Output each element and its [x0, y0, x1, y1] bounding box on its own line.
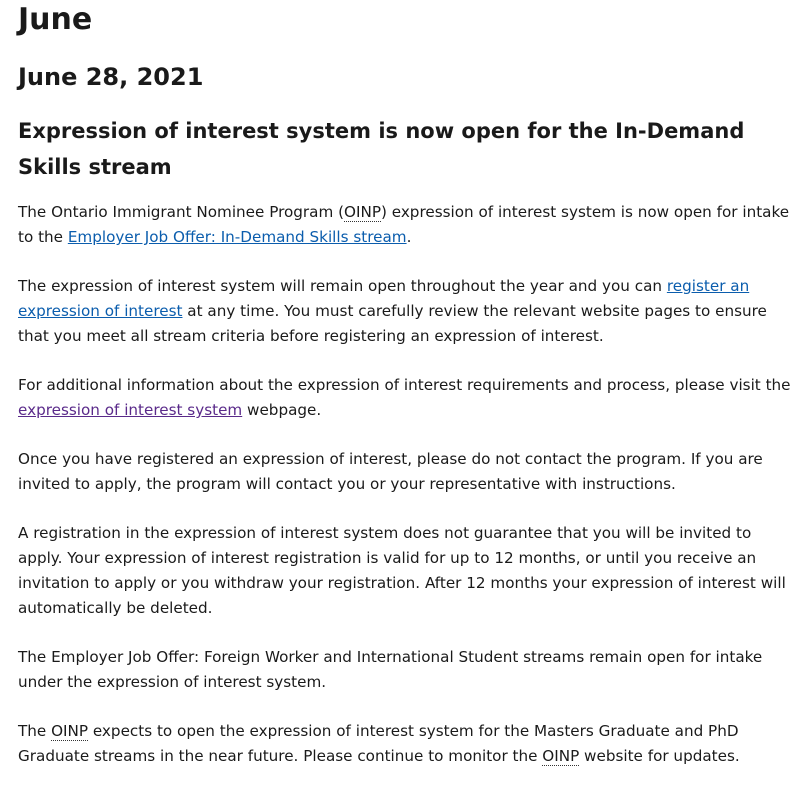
expression-of-interest-system-link[interactable]: expression of interest system: [18, 401, 243, 419]
paragraph-registration-validity: A registration in the expression of interest system does not guarantee that you will be invited to apply. Your expression of interest registration is valid for up to 12 months, or until you receive an invitation to apply or you withdraw your registration. After 12 months your expression of interest will automatically be deleted.: [18, 524, 786, 617]
paragraph-streams-open: The Employer Job Offer: Foreign Worker and International Student streams remain open for intake under the expression of interest system.: [18, 648, 763, 691]
oinp-abbreviation: OINP: [51, 722, 89, 740]
article-body: [18, 200, 793, 793]
date-heading: June 28, 2021: [18, 63, 204, 91]
text: .: [406, 228, 412, 246]
text: ) expression of interest system is now open for intake to the: [18, 203, 790, 246]
register-expression-of-interest-link[interactable]: register an expression of interest: [18, 277, 750, 320]
text: For additional information about the expression of interest requirements and process, please visit the: [18, 376, 791, 394]
text: The: [18, 722, 52, 740]
text: The Ontario Immigrant Nominee Program (: [18, 203, 345, 221]
paragraph-register: [18, 274, 793, 349]
text: webpage.: [242, 401, 322, 419]
paragraph-additional-info: [18, 373, 793, 423]
text: website for updates.: [579, 747, 740, 765]
month-heading: June: [18, 2, 93, 37]
text: The expression of interest system will remain open throughout the year and you can: [18, 277, 667, 295]
oinp-abbreviation: OINP: [344, 203, 381, 221]
text: at any time. You must carefully review the relevant website pages to ensure that you meet all stream criteria before registering an expression of interest.: [18, 302, 767, 345]
oinp-abbreviation: OINP: [542, 747, 580, 765]
paragraph-do-not-contact: Once you have registered an expression of interest, please do not contact the program. If you are invited to apply, the program will contact you or your representative with instructions.: [18, 450, 763, 493]
paragraph-intro: [18, 200, 793, 250]
paragraph-future-streams: [18, 719, 793, 769]
text: expects to open the expression of interest system for the Masters Graduate and PhD Graduate streams in the near future. Please continue to monitor the: [18, 722, 739, 765]
in-demand-skills-stream-link[interactable]: Employer Job Offer: In-Demand Skills stream: [67, 228, 407, 246]
article-title: Expression of interest system is now open for the In-Demand Skills stream: [18, 119, 745, 179]
